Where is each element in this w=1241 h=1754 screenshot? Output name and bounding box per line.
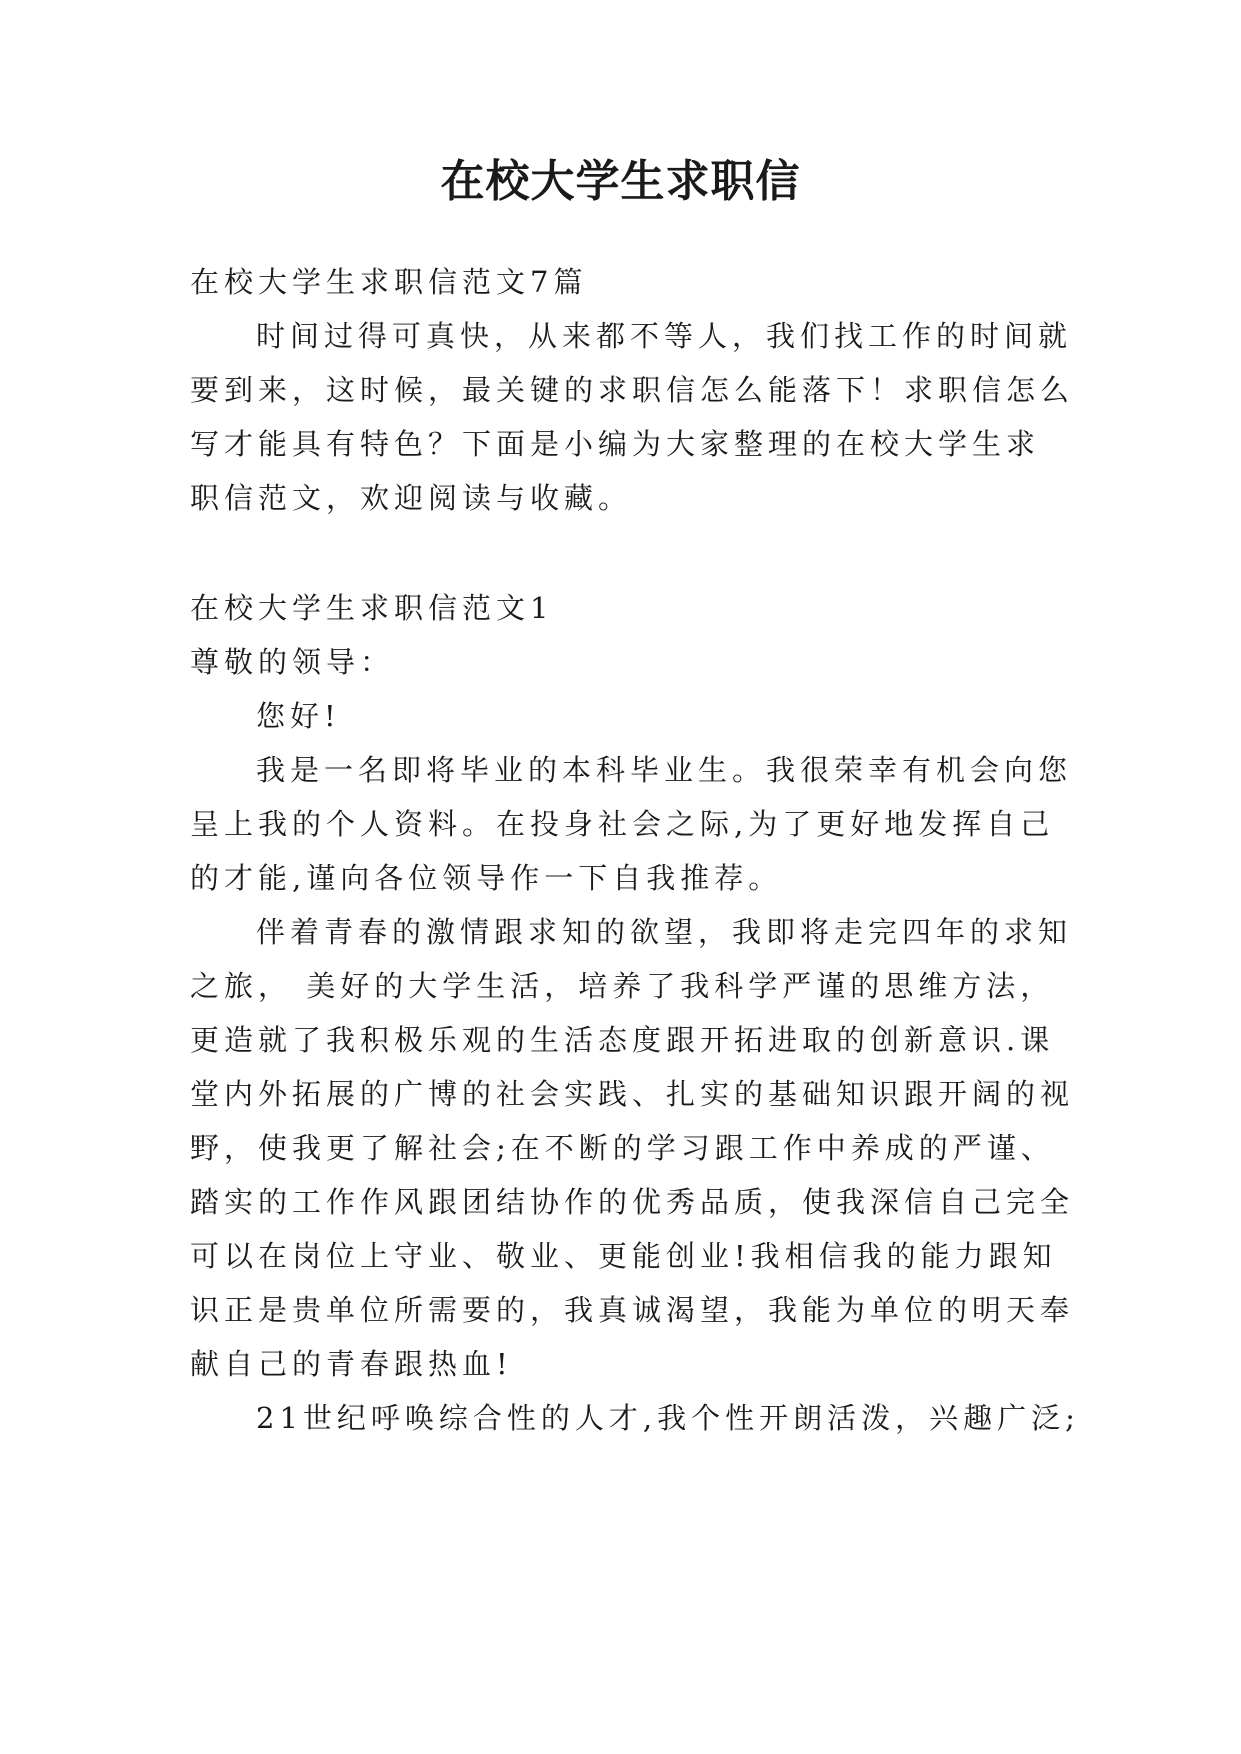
body-line: 堂内外拓展的广博的社会实践、扎实的基础知识跟开阔的视 [190,1077,1075,1111]
body-line: 献自己的青春跟热血! [190,1347,513,1381]
body-line: 可以在岗位上守业、敬业、更能创业!我相信我的能力跟知 [190,1239,1057,1273]
salutation: 尊敬的领导： [190,645,395,679]
body-line: 我是一名即将毕业的本科毕业生。我很荣幸有机会向您 [256,753,1073,787]
document-title: 在校大学生求职信 [440,156,801,207]
intro-line-1: 时间过得可真快，从来都不等人，我们找工作的时间就 [256,319,1073,353]
body-line: 踏实的工作作风跟团结协作的优秀品质，使我深信自己完全 [190,1185,1075,1219]
section-heading: 在校大学生求职信范文1 [190,591,554,625]
intro-line-4: 职信范文，欢迎阅读与收藏。 [190,481,633,515]
intro-line-3: 写才能具有特色？下面是小编为大家整理的在校大学生求 [190,427,1041,461]
body-line: 野，使我更了解社会;在不断的学习跟工作中养成的严谨、 [190,1131,1055,1165]
greeting: 您好! [256,699,341,733]
body-line: 更造就了我积极乐观的生活态度跟开拓进取的创新意识.课 [190,1023,1055,1057]
body-line: 之旅， 美好的大学生活，培养了我科学严谨的思维方法， [190,969,1055,1003]
body-line: 呈上我的个人资料。在投身社会之际,为了更好地发挥自己 [190,807,1055,841]
body-line: 识正是贵单位所需要的，我真诚渴望，我能为单位的明天奉 [190,1293,1075,1327]
body-line: 的才能,谨向各位领导作一下自我推荐。 [190,861,783,895]
body-line: 21世纪呼唤综合性的人才,我个性开朗活泼，兴趣广泛; [256,1401,1080,1435]
intro-line-2: 要到来，这时候，最关键的求职信怎么能落下！求职信怎么 [190,373,1075,407]
body-line: 伴着青春的激情跟求知的欲望，我即将走完四年的求知 [256,915,1073,949]
subtitle-line: 在校大学生求职信范文7篇 [190,265,588,299]
